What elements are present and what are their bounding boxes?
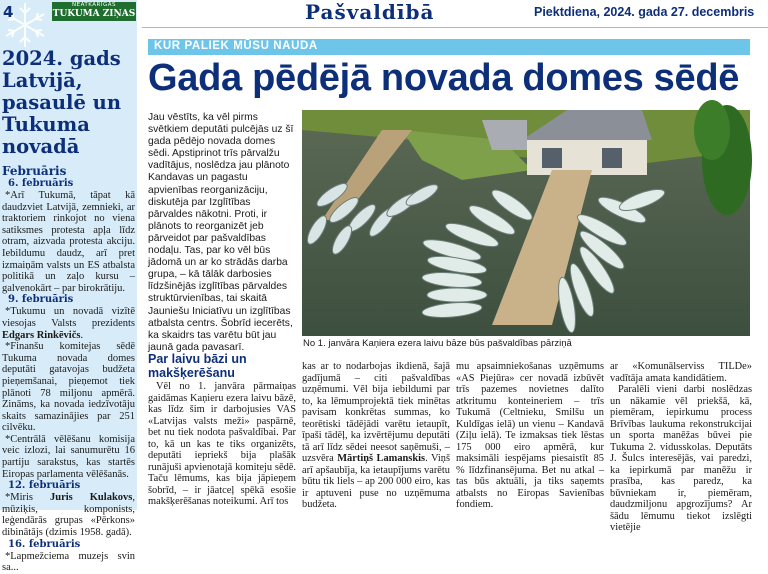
page-number: 4: [3, 3, 14, 21]
article-paragraph: kas ar to nodarbojas ikdienā, šajā gadījumā – citi pašvaldības uzņēmumi. Vēl bija iebildumi par to, ka lēmumprojektā tiek minētas pavisam konkrētas summas, ko teorētiski tādējādi varētu ietaupīt, īpaši tādēļ, ka izvērtējumu deputāti tā arī līdz sēdei neesot saņēmuši, – uzsvēra Mārtiņš Lamanskis. Viņš arī apšaubīja, ka ietaupījums varētu būtu tik liels – ap 200 000 eiro, kas ir aptuveni puse no uzņēmuma budžeta.: [302, 361, 450, 510]
section-title: Pašvaldībā: [305, 0, 435, 24]
article-paragraph: ar «Komunālserviss TILDe» vadītāja amata kandidātiem.: [610, 361, 752, 384]
chronicle-entry: *Finanšu komitejas sēdē Tukuma novada domes deputāti gatavojas budžeta pieņemšanai, pieņemot tiek plānoti 78 miljonu apmērā. Zināms, ka novada iedzīvotāju skaits samazinājies par 251 cilvēku.: [2, 341, 135, 434]
chronicle-entry: *Arī Tukumā, tāpat kā daudzviet Latvijā, zemnieki, ar traktoriem rinkojot no viena satiksmes protesta apļa līdz otram, aizvada protesta akciju. Iebildumu daudz, arī pret izmaiņām valsts un ES atbalsta politikā un zaļo kursu – galvenokārt – par birokrātiju.: [2, 190, 135, 294]
chronicle-entry: *Lapmežciema muzejs svin sa...: [2, 550, 135, 574]
chronicle-entry: *Miris Juris Kulakovs, mūziķis, komponists, leģendārās grupas «Pērkons» dibinātājs (dzimis 1958. gadā).: [2, 492, 135, 539]
article-paragraph: Vēl no 1. janvāra pārmaiņas gaidāmas Kaņieru ezera laivu bāzē, kas līdz šim ir darbojusies VAS «Latvijas valsts meži» paspārnē, bet nu tiek nodota pašvaldībai. Par to, kā un kas te tiks organizēts, deputāti iepriekš bija plašāk runājuši apvienotajā komiteju sēdē. Taču lēmums, kas bija jāpieņem šobrīd, – ir jāatceļ spēkā esošie makšķerēšanas noteikumi. Arī tos: [148, 381, 296, 507]
article-paragraph: mu apsaimniekošanas uzņēmums «AS Piejūra» cer novadā izbūvēt trīs pazemes novietnes dalīto atkritumu konteineriem – trīs Tukumā (Celtnieku, Smilšu un Kuldīgas ielā) un vienu – Kandavā (Ziļu ielā). Te izmaksas tiek lēstas 175 000 eiro apmērā, kur maksimāli iespējams piesaistīt 85 % līdzfinansējuma. Bet nu atkal – tas būs aktuāli, ja tiks saņemts atbalsts no Eiropas Savienības fondiem.: [456, 361, 604, 510]
month-heading: Februāris: [2, 164, 67, 178]
issue-date: Piektdiena, 2024. gada 27. decembris: [534, 5, 755, 19]
chronicle-date: 16. februāris: [8, 538, 81, 550]
article-paragraph: Paralēli vieni darbi noslēdzas un nākamie vēl priekšā, kā, piemēram, iepirkumu process Brīvības laukuma rekonstrukcijai un sporta manēžas būvei pie Tukuma 2. vidusskolas. Deputāts J. Šulcs interesējās, vai paredzi, ka iepirkumā par manēžu ir prasība, kas paredz, ka būvniekam ir, piemēram, daudzmiljonu apgrozījums? Ar šādu lēmumu tiekot izslēgti vietējie: [610, 384, 752, 533]
chronicle-date: 12. februāris: [8, 480, 81, 492]
masthead-subtitle: NEATKARĪGĀS: [71, 2, 117, 8]
boat-base-photo: [302, 110, 750, 336]
photo-caption: No 1. janvāra Kaņiera ezera laivu bāze būs pašvaldības pārziņā: [303, 338, 572, 349]
article-intro: Jau vēstīts, ka vēl pirms svētkiem deputāti pulcējās uz šī gada pēdējo novada domes sēdi. Apstiprinot trīs pārvalžu vadītājus, noslēdza jau plānoto Kandavas un pagastu apvienības reorganizāciju, diskutēja par Izglītības pārvaldes nākotni. Proti, ir plānots to reorganizēt jeb pārveidot par pašvaldības nodaļu. Tas, par ko vēl būs jādomā un ar ko strādās darba grupa, – kā tālāk darbosies līdzšinējās izglītības pārvaldes struktūrvienības, tai skaitā Jauniešu Iniciatīvu un izglītības atbalsta centrs. Šobrīd iecerēts, ka skaidrs tas varētu būt jau jaunā gada pavasarī.: [148, 112, 294, 353]
article-column-2: [302, 361, 450, 511]
article-subheading: Par laivu bāzi un makšķerēšanu: [148, 352, 247, 380]
sidebar-chronicle: [0, 0, 137, 574]
article-column-4: [610, 361, 752, 534]
article-headline: Gada pēdējā novada domes sēdē: [148, 57, 740, 99]
newspaper-masthead: [52, 2, 136, 21]
chronicle-entry: *Tukumu un novadā vizītē viesojas Valsts prezidents Edgars Rinkēvičs.: [2, 306, 135, 341]
sidebar-title: 2024. gads Latvijā, pasaulē un Tukuma novadā: [2, 47, 122, 158]
masthead-title: TUKUMA ZIŅAS: [52, 9, 136, 19]
chronicle-date: 6. februāris: [8, 178, 74, 189]
article-column-1: [148, 381, 296, 508]
chronicle-entry: *Centrālā vēlēšanu komisija veic izlozi, lai sanumurētu 16 partiju sarakstus, kas startēs Eiropas parlamenta vēlēšanās.: [2, 433, 135, 480]
rubric-label: KUR PALIEK MŪSU NAUDA: [154, 40, 318, 52]
header-divider: [142, 27, 768, 28]
article-column-3: [456, 361, 604, 511]
sidebar-chronicle-text: [2, 164, 135, 574]
chronicle-date: 9. februāris: [8, 294, 74, 306]
rubric-bar: [148, 39, 750, 55]
